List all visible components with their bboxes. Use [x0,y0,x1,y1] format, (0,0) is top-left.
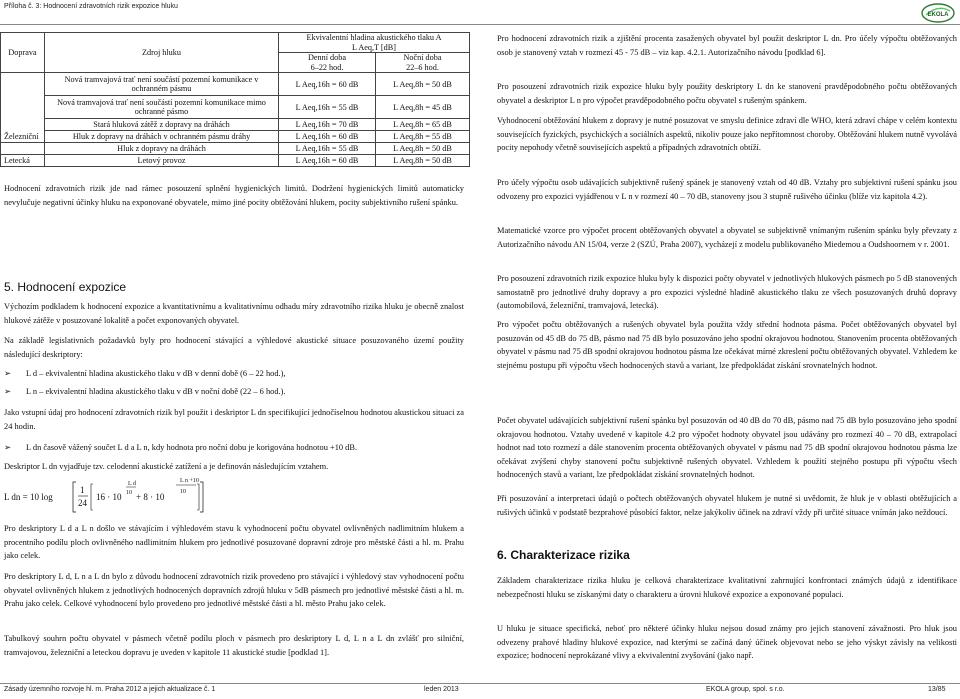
paragraph: Pro posouzení zdravotních rizik expozice hluku byly použity deskriptory L dn ke stanovení pravděpodobného počtu obtěžovaných obyvatel a deskriptor L n pro výpočet pravděpodobného počtu obyvatel s rušeným spánkem. [497,82,957,105]
table-row [1,96,470,119]
paragraph: U hluku je situace specifická, neboť pro některé účinky hluku nejsou dosud známy pro jejich stanovení závažnosti. Pro hluk jsou odvezeny prahové hladiny hlukové expozice, nad kterými se začíná daný účinek objevovat nebo se jeho výskyt závisly na velikosti expozice; hodnocení neprokázané vlivy a ekvivalentní zvyšování (jako např. [497,624,957,661]
table-cell: L Aeq,16h = 60 dB [279,131,376,143]
table-cell: L Aeq,16h = 55 dB [279,143,376,155]
section-heading-6: 6. Charakterizace rizika [497,548,630,562]
table-cell: L Aeq,16h = 60 dB [279,73,376,96]
footer-date: leden 2013 [424,686,459,693]
paragraph: Výchozím podkladem k hodnocení expozice a kvantitativnímu a kvalitativnímu odhadu míry zdravotního rizika hluku je obecně znalost hlukové zátěže v posuzované lokalitě a počet exponovaných obyvatel. [4,302,464,325]
eq-exp1-num: L d [128,481,136,487]
table-cell: L Aeq,8h = 55 dB [376,131,470,143]
bullet-item: ➢ L n – ekvivalentní hladina akustického tlaku v dB v noční době (22 – 6 hod.). [4,387,286,396]
eq-exp2-den: 10 [180,489,186,495]
bullet-item: ➢ L dn časově vážený součet L d a L n, kdy hodnota pro noční dobu je korigována hodnotou +10 dB. [4,443,358,452]
ldn-equation [4,476,204,516]
table-cell: L Aeq,8h = 45 dB [376,96,470,119]
table-cell: L Aeq,8h = 65 dB [376,119,470,131]
footer-company: EKOLA group, spol. s r.o. [706,686,785,693]
table-cell: Hluk z dopravy na dráhách v ochranném pásmu dráhy [45,131,279,143]
paragraph: Pro deskriptory L d, L n a L dn bylo z důvodu hodnocení zdravotních rizik provedeno pro stávající i výhledový stav vyhodnocení počtu obyvatel ovlivněných hlukem z jednotlivých hodnocených dopravních zdrojů hluku v 5dB pásmech pro jednotlivé městské části a hl. m. Prahu jako celek. Celkové vyhodnocení bylo provedeno pro jednotlivé městské části a hl. město Prahu jako celek. [4,572,464,609]
paragraph: Jako vstupní údaj pro hodnocení zdravotních rizik byl použit i deskriptor L dn specifikující jednočíselnou hodnotou akustickou situaci za 24 hodin. [4,408,464,431]
footer-page-number: 13/85 [928,686,946,693]
paragraph: Deskriptor L dn vyjadřuje tzv. celodenní akustické zatížení a je definován následujícím vztahem. [4,462,329,471]
table-head-den: Denní doba 6–22 hod. [279,53,376,73]
section-heading-5: 5. Hodnocení expozice [4,280,127,294]
bullet-item: ➢ L d – ekvivalentní hladina akustického tlaku v dB v denní době (6 – 22 hod.), [4,369,286,378]
table-cell: L Aeq,16h = 60 dB [279,155,376,167]
table-cell: Hluk z dopravy na dráhách [45,143,279,155]
paragraph: Počet obyvatel udávajících subjektivní rušení spánku byl posuzován od 40 dB do 70 dB, pásmo nad 75 dB bylo posuzováno jeho spodní okrajovou hodnotou. Vztahy uvedené v kapitole 4.2 pro výpočet hodnoty obyvatel jsou udávány pro rozmezí 40 – 70 dB, extrapolací hodnot nad toto rozmezí a dále stanovením procenta obtěžovaných obyvatel v pásmu nad 75 dB spodní okrajovou hodnotou pásma lze očekávat zvýšení chyby stanovení počtu subjektivně rušených obyvatel. Vzhledem k použití stejného postupu při výpočtu všech hodnocených stavů a variant, lze předpokládat získání srovnatelných hodnot. [497,416,957,480]
eq-frac-den: 24 [78,498,87,508]
paragraph: Hodnocení zdravotních rizik jde nad rámec posouzení splnění hygienických limitů. Dodržení hygienických limitů automaticky nevylučuje negativní účinky hluku na exponované obyvatele, mimo jiné pocity obtěžování hlukem, pocity subjektivního rušení spánku. [4,184,464,207]
table-row [1,33,470,53]
noise-limits-table [0,32,470,167]
table-head-zdroj: Zdroj hluku [45,33,279,73]
eq-plus: + 8 · 10 [136,492,165,502]
paragraph: Matematické vzorce pro výpočet procent obtěžovaných obyvatel a obyvatel se subjektivně vnímaným rušením spánku byly převzaty z Autorizačního návodu AN 15/04, verze 2 (SZÚ, Praha 2007), vycházejí z modelu publikovaného Miedemou a Oudshoornem v r. 2001. [497,226,957,249]
paragraph: Pro hodnocení zdravotních rizik a zjištění procenta zasažených obyvatel byl použit deskriptor L dn. Pro účely výpočtu obtěžovaných osob je stanovený vztah v rozmezí 45 - 75 dB – viz kap. 4.2.1. Autorizačního návodu [podklad 6]. [497,34,957,57]
eq-frac-num: 1 [80,485,85,495]
table-row [1,73,470,96]
eq-exp2-num: L n +10 [180,478,199,484]
footer-divider [0,683,960,684]
arrow-bullet-icon: ➢ [4,369,12,378]
eq-lhs: L dn = 10 log [4,492,53,502]
eq-term1: 16 · 10 [96,492,122,502]
table-cell: Nová tramvajová trať není součástí pozemní komunikace v ochranném pásmu [45,73,279,96]
paragraph: Na základě legislativních požadavků byly pro hodnocení stávající a výhledové akustické situace posuzovaného území použity následující deskriptory: [4,336,464,359]
ekola-logo-icon [920,2,956,24]
table-cell: L Aeq,8h = 50 dB [376,73,470,96]
arrow-bullet-icon: ➢ [4,443,12,452]
paragraph: Pro výpočet počtu obtěžovaných a rušených obyvatel byla použita vždy střední hodnota pásma. Počet obtěžovaných obyvatel byl posuzován od 45 dB do 75 dB, pásmo nad 75 dB bylo posuzováno jeho spodní okrajovou hodnotou. Stanovením procenta obtěžovaných obyvatel v pásmu nad 75 dB spodní okrajovou hodnotou pásma lze očekávat mírné zkreslení počtu obtěžovaných obyvatel. Vzhledem ke stejnému postupu při výpočtu všech hodnocených stavů a variant, lze předpokládat získání srovnatelných hodnot. [497,320,957,370]
table-cell: L Aeq,8h = 50 dB [376,155,470,167]
paragraph: Pro deskriptory L d a L n došlo ve stávajícím i výhledovém stavu k vyhodnocení počtu obyvatel ovlivněných nadlimitním hlukem a procentního podílu ploch ovlivněného nadlimitním hlukem pro jednotlivé posuzované dopravní zdroje pro městské části a hl. m. Prahu jako celek. [4,524,464,561]
paragraph: Vyhodnocení obtěžování hlukem z dopravy je nutné posuzovat ve smyslu definice zdraví dle WHO, která zdraví chápe v celém kontextu souvisejících fyzických, psychických a sociálních aspektů, nikoliv pouze jako nepřítomnost choroby. Obtěžování hlukem nutně vyvolává pocity nepohody včetně souvisejících aspektů a případných zdravotních obtíží. [497,116,957,153]
table-cell: L Aeq,16h = 55 dB [279,96,376,119]
arrow-bullet-icon: ➢ [4,387,12,396]
table-row [1,119,470,131]
paragraph: Pro posouzení zdravotních rizik expozice hluku byly k dispozici počty obyvatel v jednotlivých hlukových pásmech po 5 dB stanovených samostatně pro jednotlivé druhy dopravy a pro expozici výsledné hladině akustického tlaku ze všech posuzovaných druhů dopravy (automobilová, železniční, tramvajová, letecká). [497,274,957,311]
footer-document-title: Zásady územního rozvoje hl. m. Praha 2012 a jejich aktualizace č. 1 [4,686,216,693]
logo-text: EKOLA [927,12,949,18]
paragraph: Pro účely výpočtu osob udávajících subjektivně rušený spánek je stanovený vztah od 40 dB. Vztahy pro subjektivní rušení spánku jsou odvozeny pro expozici vyjádřenou v L n v rozmezí 40 – 70 dB, stanoveny jsou 3 stupně rušivého účinku (blíže viz kapitola 4.2). [497,178,957,201]
table-cell: L Aeq,16h = 70 dB [279,119,376,131]
table-cell: Letový provoz [45,155,279,167]
table-head-noc: Noční doba 22–6 hod. [376,53,470,73]
table-row [1,131,470,143]
table-cell [1,143,45,155]
paragraph: Základem charakterizace rizika hluku je celková charakterizace kvalitativní zahrnující konfrontaci známých údajů z identifikace nebezpečnosti hluku se získanými daty o charakteru a úrovni hlukové expozice a exponované populaci. [497,576,957,599]
table-cell: Stará hluková zátěž z dopravy na dráhách [45,119,279,131]
table-cell [1,73,45,131]
table-cell: Letecká [1,155,45,167]
table-cell: Železniční [1,131,45,143]
eq-exp1-den: 10 [126,490,132,496]
table-cell: Nová tramvajová trať není součástí pozemní komunikace mimo ochranné pásmo [45,96,279,119]
table-head-ekv: Ekvivalentní hladina akustického tlaku A L Aeq,T [dB] [279,33,470,53]
paragraph: Tabulkový souhrn počtu obyvatel v pásmech včetně podílu ploch v pásmech pro deskriptory L d, L n a L dn zvlášť pro silniční, tramvajovou, železniční a leteckou dopravu je uveden v kapitole 11 akustické studie [podklad 1]. [4,634,464,657]
table-cell: L Aeq,8h = 50 dB [376,143,470,155]
table-row [1,143,470,155]
table-row [1,155,470,167]
paragraph: Při posuzování a interpretaci údajů o počtech obtěžovaných obyvatel hlukem je nutné si uvědomit, že hluk je v oblasti obtěžujících a rušivých účinků v podstatě bezprahové působící faktor, nelze jakýkoliv účinek na zdraví vždy při určité situace vnímán jako neždoucí. [497,494,957,517]
table-head-doprava: Doprava [1,33,45,73]
header-divider [0,24,960,25]
page-header-label: Příloha č. 3: Hodnocení zdravotních rizik expozice hluku [4,3,178,10]
